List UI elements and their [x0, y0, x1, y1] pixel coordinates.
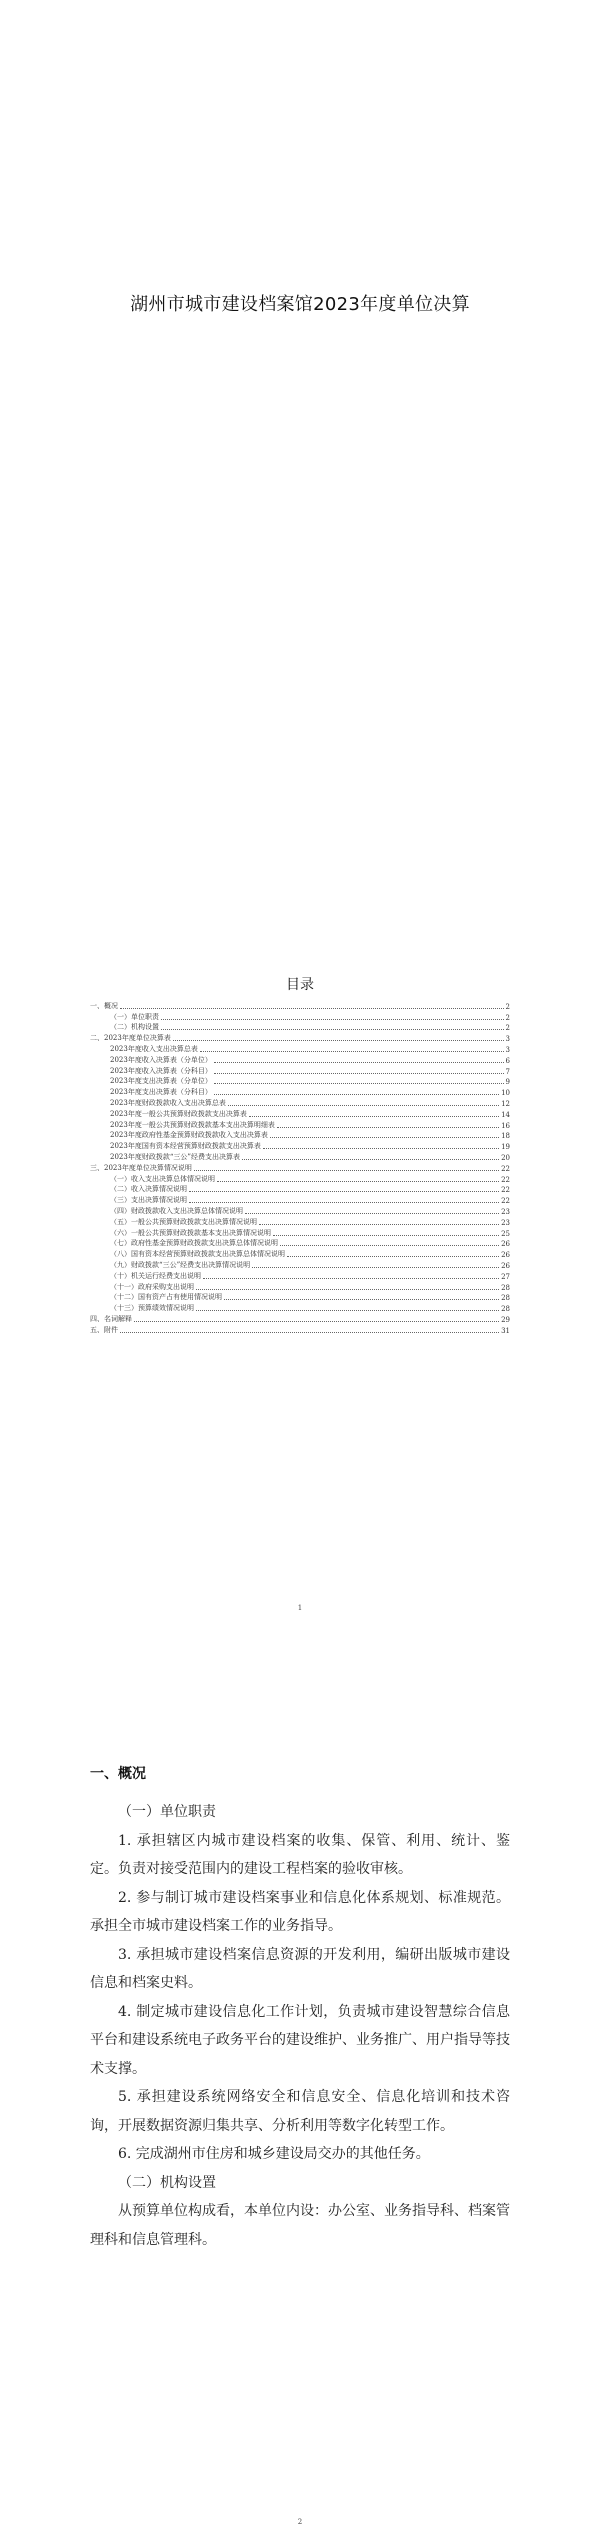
toc-entry[interactable]	[90, 1043, 510, 1054]
duty-paragraph: 3. 承担城市建设档案信息资源的开发利用，编研出版城市建设信息和档案史料。	[90, 1946, 510, 1991]
toc-entry[interactable]	[90, 1011, 510, 1022]
toc-entry-page: 2	[505, 1002, 510, 1011]
toc-entry-page: 22	[501, 1186, 510, 1195]
toc-entry[interactable]	[90, 1151, 510, 1162]
toc-entry-page: 23	[501, 1218, 510, 1227]
toc-entry-title: 2023年度政府性基金预算财政拨款收入支出决算表	[110, 1131, 268, 1140]
toc-entry[interactable]	[90, 1205, 510, 1216]
toc-entry-page: 2	[505, 1013, 510, 1022]
toc-entry-title: （三）支出决算情况说明	[110, 1196, 187, 1205]
toc-entry[interactable]	[90, 1248, 510, 1259]
section-title: 一、概况	[90, 1766, 146, 1782]
toc-entry[interactable]	[90, 1259, 510, 1270]
duty-paragraph: 5. 承担建设系统网络安全和信息安全、信息化培训和技术咨询，开展数据资源归集共享、分析利用等数字化转型工作。	[90, 2089, 510, 2134]
duty-paragraph: 1. 承担辖区内城市建设档案的收集、保管、利用、统计、鉴定。负责对接受范围内的建设工程档案的验收审核。	[90, 1832, 510, 1877]
toc-entry-title: 四、名词解释	[90, 1314, 132, 1323]
toc-entry-page: 18	[501, 1132, 510, 1141]
toc-entry-title: （八）国有资本经营预算财政拨款支出决算总体情况说明	[110, 1250, 285, 1259]
toc-entry[interactable]	[90, 1313, 510, 1324]
toc-entry-title: （十二）国有资产占有使用情况说明	[110, 1293, 222, 1302]
toc-leader-dots	[134, 1321, 499, 1322]
toc-entry-page: 3	[505, 1035, 510, 1044]
toc-entry-page: 20	[501, 1153, 510, 1162]
toc-entry-title: （六）一般公共预算财政拨款基本支出决算情况说明	[110, 1228, 271, 1237]
page-number: 1	[297, 1604, 303, 1612]
toc-entry-page: 9	[505, 1078, 510, 1087]
toc-leader-dots	[245, 1213, 499, 1214]
toc-entry[interactable]	[90, 1324, 510, 1335]
toc-entry-page: 2	[505, 1024, 510, 1033]
toc-entry-page: 25	[501, 1229, 510, 1238]
toc-entry-page: 22	[501, 1175, 510, 1184]
toc-leader-dots	[217, 1181, 499, 1182]
toc-leader-dots	[200, 1051, 504, 1052]
toc-entry-page: 28	[501, 1305, 510, 1314]
toc-heading: 目录	[286, 977, 314, 993]
toc-entry-page: 26	[501, 1251, 510, 1260]
toc-entry-title: 2023年度一般公共预算财政拨款支出决算表	[110, 1109, 247, 1118]
toc-entry-page: 22	[501, 1197, 510, 1206]
toc-entry-title: （九）财政拨款“三公”经费支出决算情况说明	[110, 1260, 251, 1269]
toc-leader-dots	[249, 1116, 499, 1117]
toc-leader-dots	[161, 1019, 504, 1020]
toc-entry-page: 3	[505, 1045, 510, 1054]
toc-entry[interactable]	[90, 1216, 510, 1227]
toc-entry[interactable]	[90, 1119, 510, 1130]
toc-leader-dots	[252, 1267, 499, 1268]
toc-entry-page: 6	[505, 1056, 510, 1065]
toc-entry[interactable]	[90, 1097, 510, 1108]
toc-entry-page: 28	[501, 1283, 510, 1292]
toc-entry[interactable]	[90, 1238, 510, 1249]
toc-leader-dots	[214, 1073, 504, 1074]
toc-entry-title: （七）政府性基金预算财政拨款支出决算总体情况说明	[110, 1239, 278, 1248]
toc-leader-dots	[242, 1159, 499, 1160]
duty-paragraph: 2. 参与制订城市建设档案事业和信息化体系规划、标准规范。承担全市城市建设档案工作的业务指导。	[90, 1889, 510, 1934]
toc-entry[interactable]	[90, 1086, 510, 1097]
toc-leader-dots	[196, 1289, 499, 1290]
toc-leader-dots	[189, 1202, 499, 1203]
toc-entry-title: 二、2023年度单位决算表	[90, 1034, 171, 1043]
toc-entry[interactable]	[90, 1173, 510, 1184]
toc-list	[90, 1000, 510, 1335]
toc-entry-title: 2023年度财政拨款“三公”经费支出决算表	[110, 1152, 240, 1161]
toc-entry-title: （十）机关运行经费支出说明	[110, 1271, 201, 1280]
duty-paragraph: 4. 制定城市建设信息化工作计划，负责城市建设智慧综合信息平台和建设系统电子政务平台的建设维护、业务推广、用户指导等技术支撑。	[90, 2003, 510, 2077]
toc-entry[interactable]	[90, 1162, 510, 1173]
toc-entry-page: 26	[501, 1261, 510, 1270]
toc-entry-page: 23	[501, 1207, 510, 1216]
toc-entry-title: （二）收入决算情况说明	[110, 1185, 187, 1194]
toc-entry-page: 28	[501, 1294, 510, 1303]
toc-entry[interactable]	[90, 1054, 510, 1065]
duty-paragraph: 6. 完成湖州市住房和城乡建设局交办的其他任务。	[118, 2146, 430, 2162]
toc-entry-page: 10	[501, 1089, 510, 1098]
toc-leader-dots	[224, 1299, 499, 1300]
toc-leader-dots	[214, 1094, 499, 1095]
cover-page	[0, 0, 600, 850]
toc-leader-dots	[228, 1105, 499, 1106]
toc-entry-page: 16	[501, 1121, 510, 1130]
toc-entry-title: 2023年度收入决算表（分科目）	[110, 1066, 212, 1075]
toc-leader-dots	[280, 1245, 499, 1246]
toc-entry-page: 7	[505, 1067, 510, 1076]
toc-entry[interactable]	[90, 1184, 510, 1195]
toc-entry-title: 2023年度支出决算表（分单位）	[110, 1077, 212, 1086]
toc-entry[interactable]	[90, 1065, 510, 1076]
toc-entry[interactable]	[90, 1292, 510, 1303]
toc-leader-dots	[161, 1029, 504, 1030]
toc-entry[interactable]	[90, 1130, 510, 1141]
toc-entry[interactable]	[90, 1227, 510, 1238]
toc-entry-page: 19	[501, 1143, 510, 1152]
toc-entry-page: 12	[501, 1099, 510, 1108]
toc-entry-page: 29	[501, 1315, 510, 1324]
toc-leader-dots	[120, 1332, 499, 1333]
toc-entry[interactable]	[90, 1302, 510, 1313]
toc-entry-title: （一）单位职责	[110, 1012, 159, 1021]
toc-entry-title: 2023年度一般公共预算财政拨款基本支出决算明细表	[110, 1120, 275, 1129]
toc-entry[interactable]	[90, 1270, 510, 1281]
toc-leader-dots	[263, 1148, 499, 1149]
toc-leader-dots	[194, 1170, 499, 1171]
toc-leader-dots	[189, 1191, 499, 1192]
toc-entry-title: 2023年度财政拨款收入支出决算总表	[110, 1098, 226, 1107]
overview-page	[0, 1700, 600, 2544]
toc-page	[0, 850, 600, 1700]
toc-entry-title: （十一）政府采购支出说明	[110, 1282, 194, 1291]
page-number: 2	[297, 2518, 303, 2526]
toc-leader-dots	[173, 1040, 504, 1041]
toc-leader-dots	[196, 1310, 499, 1311]
toc-leader-dots	[214, 1083, 504, 1084]
toc-entry-title: 一、概况	[90, 1001, 118, 1010]
toc-entry[interactable]	[90, 1281, 510, 1292]
subsection-title-duties: （一）单位职责	[118, 1804, 216, 1820]
overview-body	[90, 1798, 510, 2254]
toc-entry-title: 2023年度收入决算表（分单位）	[110, 1055, 212, 1064]
toc-entry[interactable]	[90, 1194, 510, 1205]
toc-leader-dots	[270, 1137, 499, 1138]
toc-entry-title: （五）一般公共预算财政拨款支出决算情况说明	[110, 1217, 257, 1226]
toc-entry[interactable]	[90, 1032, 510, 1043]
toc-leader-dots	[277, 1127, 499, 1128]
toc-entry[interactable]	[90, 1108, 510, 1119]
toc-entry[interactable]	[90, 1140, 510, 1151]
toc-entry-page: 22	[501, 1164, 510, 1173]
toc-entry[interactable]	[90, 1000, 510, 1011]
toc-entry-page: 27	[501, 1272, 510, 1281]
toc-entry[interactable]	[90, 1022, 510, 1033]
toc-entry-page: 26	[501, 1240, 510, 1249]
toc-entry-title: 五、附件	[90, 1325, 118, 1334]
toc-entry-title: （二）机构设置	[110, 1023, 159, 1032]
toc-leader-dots	[287, 1256, 499, 1257]
toc-entry-title: （十三）预算绩效情况说明	[110, 1304, 194, 1313]
toc-entry-page: 14	[501, 1110, 510, 1119]
structure-paragraph: 从预算单位构成看，本单位内设：办公室、业务指导科、档案管理科和信息管理科。	[90, 2203, 510, 2248]
toc-leader-dots	[259, 1224, 499, 1225]
toc-entry-title: （一）收入支出决算总体情况说明	[110, 1174, 215, 1183]
toc-entry-title: （四）财政拨款收入支出决算总体情况说明	[110, 1206, 243, 1215]
toc-entry-title: 2023年度收入支出决算总表	[110, 1044, 198, 1053]
cover-title: 湖州市城市建设档案馆2023年度单位决算	[130, 294, 470, 315]
toc-entry-title: 2023年度支出决算表（分科目）	[110, 1088, 212, 1097]
toc-leader-dots	[203, 1278, 499, 1279]
toc-leader-dots	[120, 1008, 504, 1009]
toc-leader-dots	[273, 1235, 499, 1236]
subsection-title-structure: （二）机构设置	[118, 2174, 216, 2191]
toc-entry[interactable]	[90, 1076, 510, 1087]
toc-leader-dots	[214, 1062, 504, 1063]
toc-entry-title: 三、2023年度单位决算情况说明	[90, 1163, 192, 1172]
toc-entry-page: 31	[501, 1326, 510, 1335]
toc-entry-title: 2023年度国有资本经营预算财政拨款支出决算表	[110, 1142, 261, 1151]
